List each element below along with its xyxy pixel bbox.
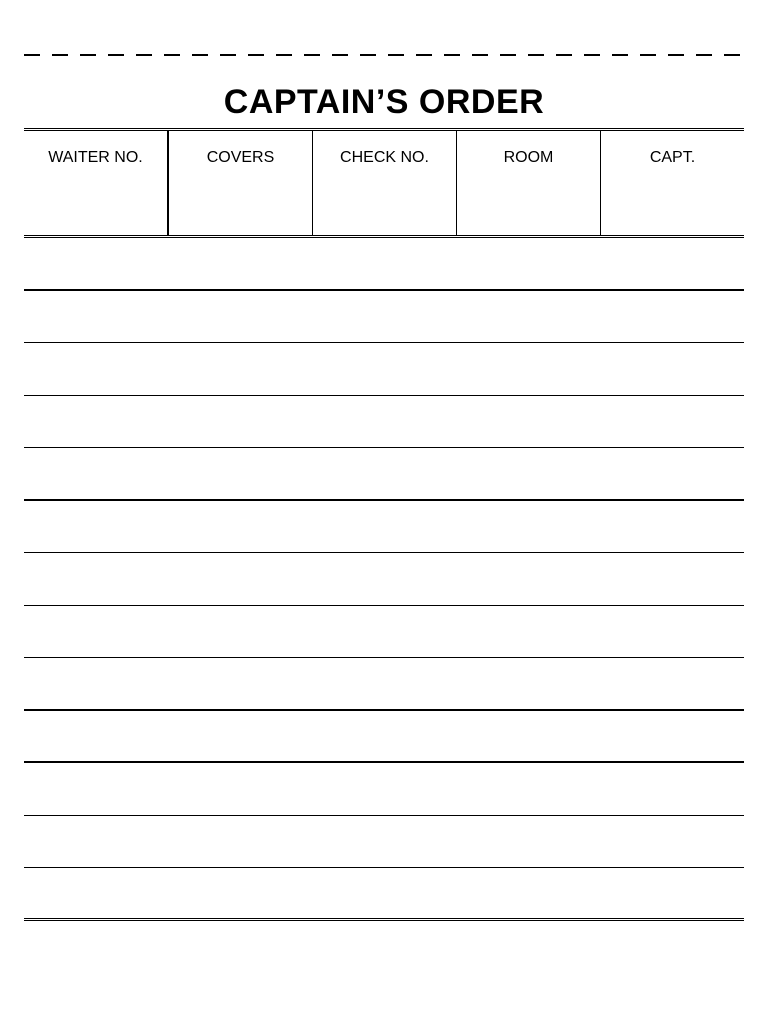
- header-cell-covers: COVERS: [169, 131, 313, 235]
- order-line[interactable]: [24, 763, 744, 816]
- order-line[interactable]: [24, 238, 744, 291]
- tear-off-dashed-line: [24, 54, 744, 56]
- order-line[interactable]: [24, 343, 744, 396]
- order-line[interactable]: [24, 868, 744, 921]
- header-cell-room: ROOM: [457, 131, 601, 235]
- order-lines: [24, 238, 744, 921]
- order-line[interactable]: [24, 291, 744, 344]
- order-line[interactable]: [24, 448, 744, 501]
- order-line[interactable]: [24, 396, 744, 449]
- order-line[interactable]: [24, 553, 744, 606]
- form-title: CAPTAIN’S ORDER: [223, 83, 545, 121]
- order-line[interactable]: [24, 711, 744, 764]
- header-cell-waiter-no: WAITER NO.: [24, 131, 169, 235]
- header-row: [24, 128, 744, 238]
- order-line[interactable]: [24, 658, 744, 711]
- order-line[interactable]: [24, 606, 744, 659]
- order-line[interactable]: [24, 501, 744, 554]
- header-cell-check-no: CHECK NO.: [313, 131, 457, 235]
- order-line[interactable]: [24, 816, 744, 869]
- header-cell-capt: CAPT.: [649, 149, 696, 166]
